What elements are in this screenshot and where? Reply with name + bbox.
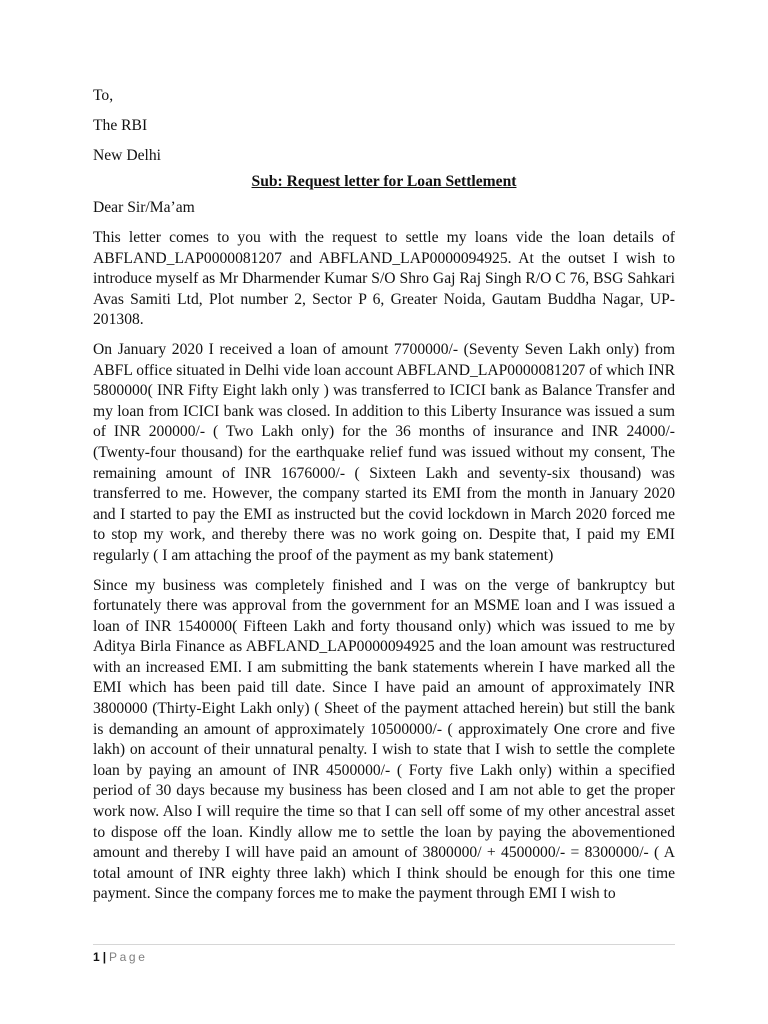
- recipient-line-name: The RBI: [93, 117, 148, 134]
- recipient-line-to: To,: [93, 87, 114, 104]
- paragraph-settlement-request: Since my business was completely finished and I was on the verge of bankruptcy but fortunately there was approval from the government for an MSME loan and I was issued a loan of INR 1540000( Fifteen Lakh and forty thousand only) which was issued to me by Aditya Birla Finance as ABFLAND_LAP0000094925 and the loan amount was restructured with an increased EMI. I am submitting the bank statements wherein I have marked all the EMI which has been paid till date. Since I have paid an amount of approximately INR 3800000 (Thirty-Eight Lakh only) ( Sheet of the payment attached herein) but still the bank is demanding an amount of approximately 10500000/- ( approximately One crore and five lakh) on account of their unnatural penalty. I wish to state that I wish to settle the complete loan by paying an amount of INR 4500000/- ( Forty five Lakh only) within a specified period of 30 days because my business has been closed and I am not able to get the proper work now. Also I will require the time so that I can sell off some of my other ancestral asset to dispose off the loan. Kindly allow me to settle the loan by paying the abovementioned amount and thereby I will have paid an amount of 3800000/ + 4500000/- = 8300000/- ( A total amount of INR eighty three lakh) which I think should be enough for this one time payment. Since the company forces me to make the payment through EMI I wish to: [93, 576, 675, 903]
- letter-body: [93, 85, 675, 905]
- page-label: Page: [109, 950, 148, 964]
- page-number: 1: [93, 950, 100, 964]
- recipient-line-city: New Delhi: [93, 147, 161, 164]
- page-footer: [93, 944, 675, 965]
- paragraph-loan-details: On January 2020 I received a loan of amount 7700000/- (Seventy Seven Lakh only) from ABFL office situated in Delhi vide loan account ABFLAND_LAP0000081207 of which INR 5800000( INR Fifty Eight lakh only ) was transferred to ICICI bank as Balance Transfer and my loan from ICICI bank was closed. In addition to this Liberty Insurance was issued a sum of INR 200000/- ( Two Lakh only) for the 36 months of insurance and INR 24000/- (Twenty-four thousand) for the earthquake relief fund was issued without my consent, The remaining amount of INR 1676000/- ( Sixteen Lakh and seventy-six thousand) was transferred to me. However, the company started its EMI from the month in January 2020 and I started to pay the EMI as instructed but the covid lockdown in March 2020 forced me to stop my work, and thereby there was no work going on. Despite that, I paid my EMI regularly ( I am attaching the proof of the payment as my bank statement): [93, 340, 675, 564]
- letter-salutation: Dear Sir/Ma’am: [93, 199, 195, 216]
- paragraph-introduction: This letter comes to you with the request to settle my loans vide the loan details of ABFLAND_LAP0000081207 and ABFLAND_LAP0000094925. At the outset I wish to introduce myself as Mr Dharmender Kumar S/O Shro Gaj Raj Singh R/O C 76, BSG Sahkari Avas Samiti Ltd, Plot number 2, Sector P 6, Greater Noida, Gautam Buddha Nagar, UP-201308.: [93, 229, 675, 329]
- letter-subject: Sub: Request letter for Loan Settlement: [251, 173, 517, 190]
- footer-separator: |: [102, 950, 107, 964]
